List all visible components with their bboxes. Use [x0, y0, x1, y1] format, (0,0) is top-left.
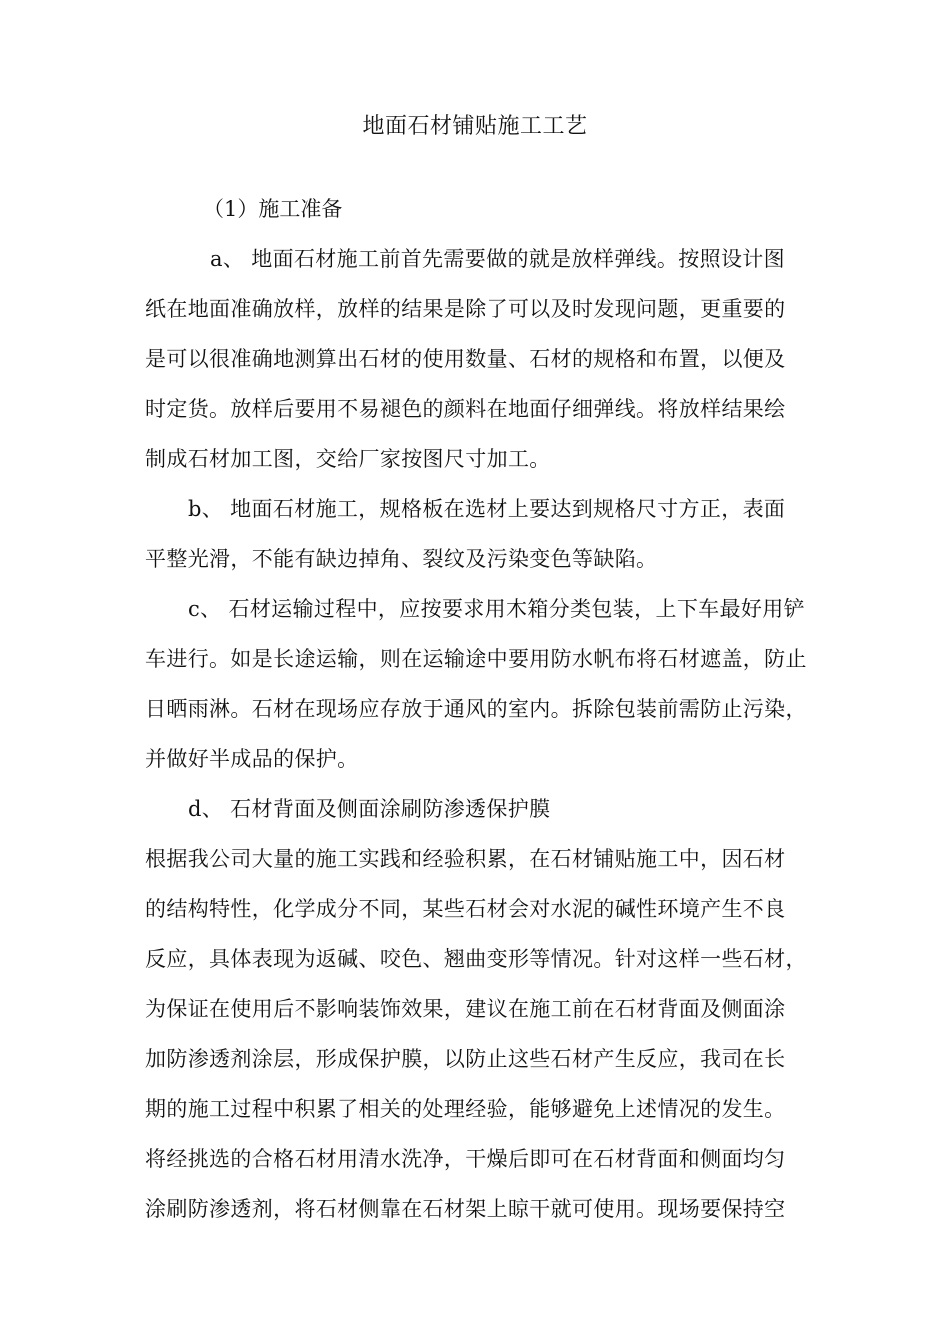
paragraph-line: 根据我公司大量的施工实践和经验积累，在石材铺贴施工中，因石材	[145, 847, 786, 871]
paragraph-line: a、 地面石材施工前首先需要做的就是放样弹线。按照设计图	[210, 247, 785, 271]
paragraph-line: 涂刷防渗透剂，将石材侧靠在石材架上晾干就可使用。现场要保持空	[145, 1197, 786, 1221]
paragraph-line: 加防渗透剂涂层，形成保护膜，以防止这些石材产生反应，我司在长	[145, 1047, 786, 1071]
paragraph-line: 并做好半成品的保护。	[145, 747, 359, 771]
paragraph-line: 平整光滑，不能有缺边掉角、裂纹及污染变色等缺陷。	[145, 547, 658, 571]
paragraph-line: 是可以很准确地测算出石材的使用数量、石材的规格和布置，以便及	[145, 347, 786, 371]
paragraph-line: d、 石材背面及侧面涂刷防渗透保护膜	[188, 797, 551, 821]
paragraph-line: 制成石材加工图，交给厂家按图尺寸加工。	[145, 447, 551, 471]
paragraph-line: 时定货。放样后要用不易褪色的颜料在地面仔细弹线。将放样结果绘	[145, 397, 786, 421]
paragraph-line: b、 地面石材施工，规格板在选材上要达到规格尺寸方正，表面	[188, 497, 786, 521]
paragraph-line: c、 石材运输过程中，应按要求用木箱分类包装，上下车最好用铲	[188, 597, 805, 621]
document-title: 地面石材铺贴施工工艺	[362, 114, 588, 139]
paragraph-line: 的结构特性，化学成分不同，某些石材会对水泥的碱性环境产生不良	[145, 897, 786, 921]
paragraph-line: 将经挑选的合格石材用清水洗净，干燥后即可在石材背面和侧面均匀	[145, 1147, 786, 1171]
paragraph-line: 为保证在使用后不影响装饰效果，建议在施工前在石材背面及侧面涂	[145, 997, 786, 1021]
section-heading: （1）施工准备	[203, 197, 343, 221]
paragraph-line: 反应，具体表现为返碱、咬色、翘曲变形等情况。针对这样一些石材，	[145, 947, 807, 971]
paragraph-line: 日晒雨淋。石材在现场应存放于通风的室内。拆除包装前需防止污染，	[145, 697, 807, 721]
paragraph-line: 纸在地面准确放样，放样的结果是除了可以及时发现问题，更重要的	[145, 297, 786, 321]
paragraph-line: 车进行。如是长途运输，则在运输途中要用防水帆布将石材遮盖，防止	[145, 647, 807, 671]
paragraph-line: 期的施工过程中积累了相关的处理经验，能够避免上述情况的发生。	[145, 1097, 786, 1121]
